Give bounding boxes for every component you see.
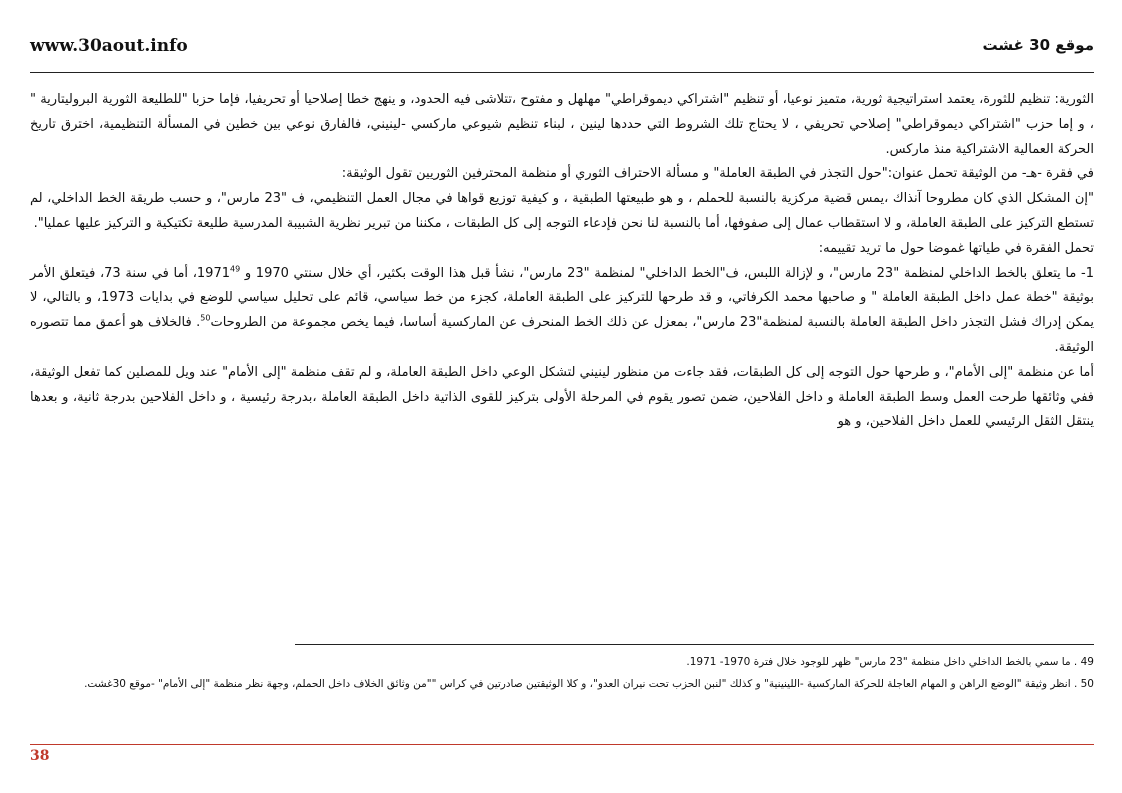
- site-url: www.30aout.info: [30, 36, 188, 56]
- page-number: 38: [30, 748, 50, 764]
- footnote-49: 49 . ما سمي بالخط الداخلي داخل منظمة "23 مارس" ظهر للوجود خلال فترة 1970- 1971.: [686, 656, 1094, 668]
- footnote-50: 50 . انظر وثيقة "الوضع الراهن و المهام العاجلة للحركة الماركسية -اللينينية" و كذلك "لنبن الحزب تحت نيران العدو"، و كلا الوثيقتين صادرتين في كراس ""من وثائق الخلاف داخل الحملم، وجهة نظر منظمة "إلى الأمام" -موقع 30غشت.: [84, 677, 1094, 690]
- footnote-list: [30, 652, 1094, 695]
- footnote-ref-50[interactable]: 50: [200, 313, 211, 323]
- page-header: [30, 30, 1094, 73]
- footer-rule: [30, 744, 1094, 745]
- site-name: موقع 30 غشت: [982, 36, 1094, 54]
- paragraph-2: في فقرة -هـ- من الوثيقة تحمل عنوان:"حول التجذر في الطبقة العاملة" و مسألة الاحتراف الثوري أو منظمة المحترفين الثوريين تقول الوثيقة:: [341, 166, 1094, 182]
- paragraph-3-quote: "إن المشكل الذي كان مطروحا آنذاك ،يمس قضية مركزية بالنسبة للحملم ، و هو طبيعتها الطبقية ، و كيفية توزيع قواها في مجال العمل التنظيمي، ف "23 مارس"، و حسب طريقة الخط الداخلي، لم تستطع التركيز على الطبقة العاملة، و لا استقطاب عمال إلى صفوفها، أما بالنسبة لنا نحن فإدعاء التوجه إلى كل الطبقات ، مكننا من تبرير نظرية الشبيبة المدرسية طليعة تكتيكية و التركيز عليها عمليا".: [30, 191, 1094, 231]
- footnote-ref-49[interactable]: 49: [230, 264, 241, 274]
- paragraph-5: [30, 262, 1094, 361]
- paragraph-5-part-b: ، أما في سنة 73، فيتعلق الأمر بوثيقة "خطة عمل داخل الطبقة العاملة " و صاحبها محمد الكرفاتي، و قد طرحها للتركيز على الطبقة العاملة، كجزء من خط سياسي، قائم على تحليل سياسي للوضع في بدايات 1973، و بالتالي، لا يمكن إدراك فشل التجذر داخل الطبقة العاملة بالنسبة لمنظمة"23 مارس"، بمعزل عن ذلك الخط المنحرف عن الماركسية أساسا، فيما يخص مجموعة من الطروحات: [30, 265, 1094, 331]
- paragraph-1: الثورية: تنظيم للثورة، يعتمد استراتيجية ثورية، متميز نوعيا، أو تنظيم "اشتراكي ديموقراطي" مهلهل و مفتوح ،تتلاشى فيه الحدود، و ينهج خطا إصلاحيا أو تحريفيا، فإما حزبا "للطليعة الثورية البروليتارية " ، و إما حزب "اشتراكي ديموقراطي" إصلاحي تحريفي ، لا يحتاج تلك الشروط التي حددها لينين ، لبناء تنظيم شيوعي ماركسي -لينيني، فالفارق نوعي بين خطين في المسألة التنظيمية، اخترق تاريخ الحركة العمالية الاشتراكية منذ ماركس.: [30, 92, 1094, 157]
- footnote-separator: [295, 644, 1094, 645]
- document-body: [30, 88, 1094, 435]
- paragraph-5-part-a: 1- ما يتعلق بالخط الداخلي لمنظمة "23 مارس"، و لإزالة اللبس، ف"الخط الداخلي" لمنظمة "23 مارس"، نشأ قبل هذا الوقت بكثير، أي خلال سنتي 1970 و 1971: [196, 265, 1094, 281]
- paragraph-6: أما عن منظمة "إلى الأمام"، و طرحها حول التوجه إلى كل الطبقات، فقد جاءت من منظور لينيني لتشكل الوعي داخل الطبقة العاملة، و لم تقف منظمة "إلى الأمام" عند ويل للمصلين كما تفعل الوثيقة، ففي وثائقها طرحت العمل وسط الطبقة العاملة و داخل الفلاحين، ضمن تصور يقوم في المرحلة الأولى بتركيز للقوى الذاتية داخل الطبقة العاملة ،بدرجة رئيسية ، و داخل الفلاحين بدرجة ثانية، و بعدها ينتقل الثقل الرئيسي للعمل داخل الفلاحين، و هو: [30, 364, 1094, 430]
- paragraph-4: تحمل الفقرة في طياتها غموضا حول ما تريد تقييمه:: [818, 240, 1094, 256]
- paragraph-5-part-c: . فالخلاف هو أعمق مما تتصوره الوثيقة.: [30, 315, 1094, 355]
